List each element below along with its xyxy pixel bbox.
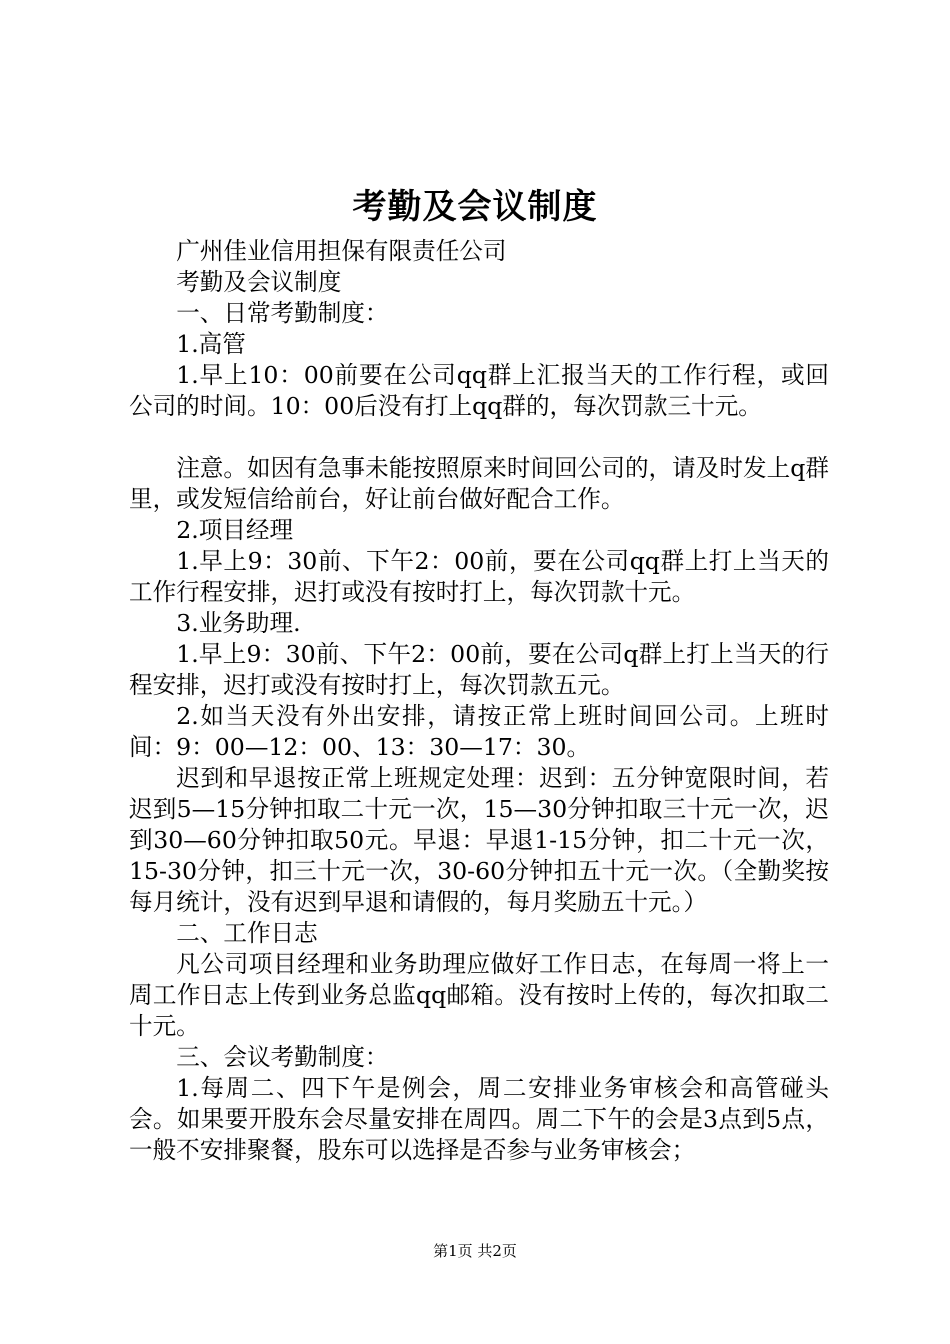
paragraph-work-log: 凡公司项目经理和业务助理应做好工作日志，在每周一将上一周工作日志上传到业务总监qq邮箱。没有按时上传的，每次扣取二十元。 xyxy=(129,950,829,1040)
paragraph-late-early-rules: 迟到和早退按正常上班规定处理：迟到：五分钟宽限时间，若迟到5—15分钟扣取二十元一次，15—30分钟扣取三十元一次，迟到30—60分钟扣取50元。早退：早退1-15分钟，扣二十元一次，15-30分钟，扣三十元一次，30-60分钟扣五十元一次。（全勤奖按每月统计，没有迟到早退和请假的，每月奖励五十元。） xyxy=(129,764,829,916)
subtitle: 考勤及会议制度 xyxy=(176,268,342,296)
section-heading-work-log: 二、工作日志 xyxy=(176,919,318,947)
paragraph-meeting-rule: 1.每周二、四下午是例会，周二安排业务审核会和高管碰头会。如果要开股东会尽量安排在周四。周二下午的会是3点到5点，一般不安排聚餐，股东可以选择是否参与业务审核会； xyxy=(129,1074,829,1164)
document-body xyxy=(129,236,829,1166)
paragraph-project-manager-rule: 1.早上9：30前、下午2：00前，要在公司qq群上打上当天的工作行程安排，迟打或没有按时打上，每次罚款十元。 xyxy=(129,547,829,606)
section-heading-daily-attendance: 一、日常考勤制度： xyxy=(176,299,389,327)
subheading-business-assistant: 3.业务助理. xyxy=(176,609,301,637)
subheading-project-manager: 2.项目经理 xyxy=(176,516,294,544)
page-footer: 第1页 共2页 xyxy=(433,1242,517,1260)
section-heading-meeting-attendance: 三、会议考勤制度： xyxy=(176,1043,389,1071)
subheading-executives: 1.高管 xyxy=(176,330,246,358)
company-name: 广州佳业信用担保有限责任公司 xyxy=(176,237,507,265)
paragraph-executives-rule: 1.早上10：00前要在公司qq群上汇报当天的工作行程，或回公司的时间。10：00后没有打上qq群的，每次罚款三十元。 xyxy=(129,361,829,420)
document-title: 考勤及会议制度 xyxy=(352,187,598,227)
paragraph-spacer xyxy=(129,422,829,453)
paragraph-assistant-rule-1: 1.早上9：30前、下午2：00前，要在公司q群上打上当天的行程安排，迟打或没有按时打上，每次罚款五元。 xyxy=(129,640,829,699)
paragraph-assistant-rule-2: 2.如当天没有外出安排，请按正常上班时间回公司。上班时间：9：00—12：00、13：30—17：30。 xyxy=(129,702,829,761)
paragraph-notice: 注意。如因有急事未能按照原来时间回公司的，请及时发上q群里，或发短信给前台，好让前台做好配合工作。 xyxy=(129,454,829,513)
